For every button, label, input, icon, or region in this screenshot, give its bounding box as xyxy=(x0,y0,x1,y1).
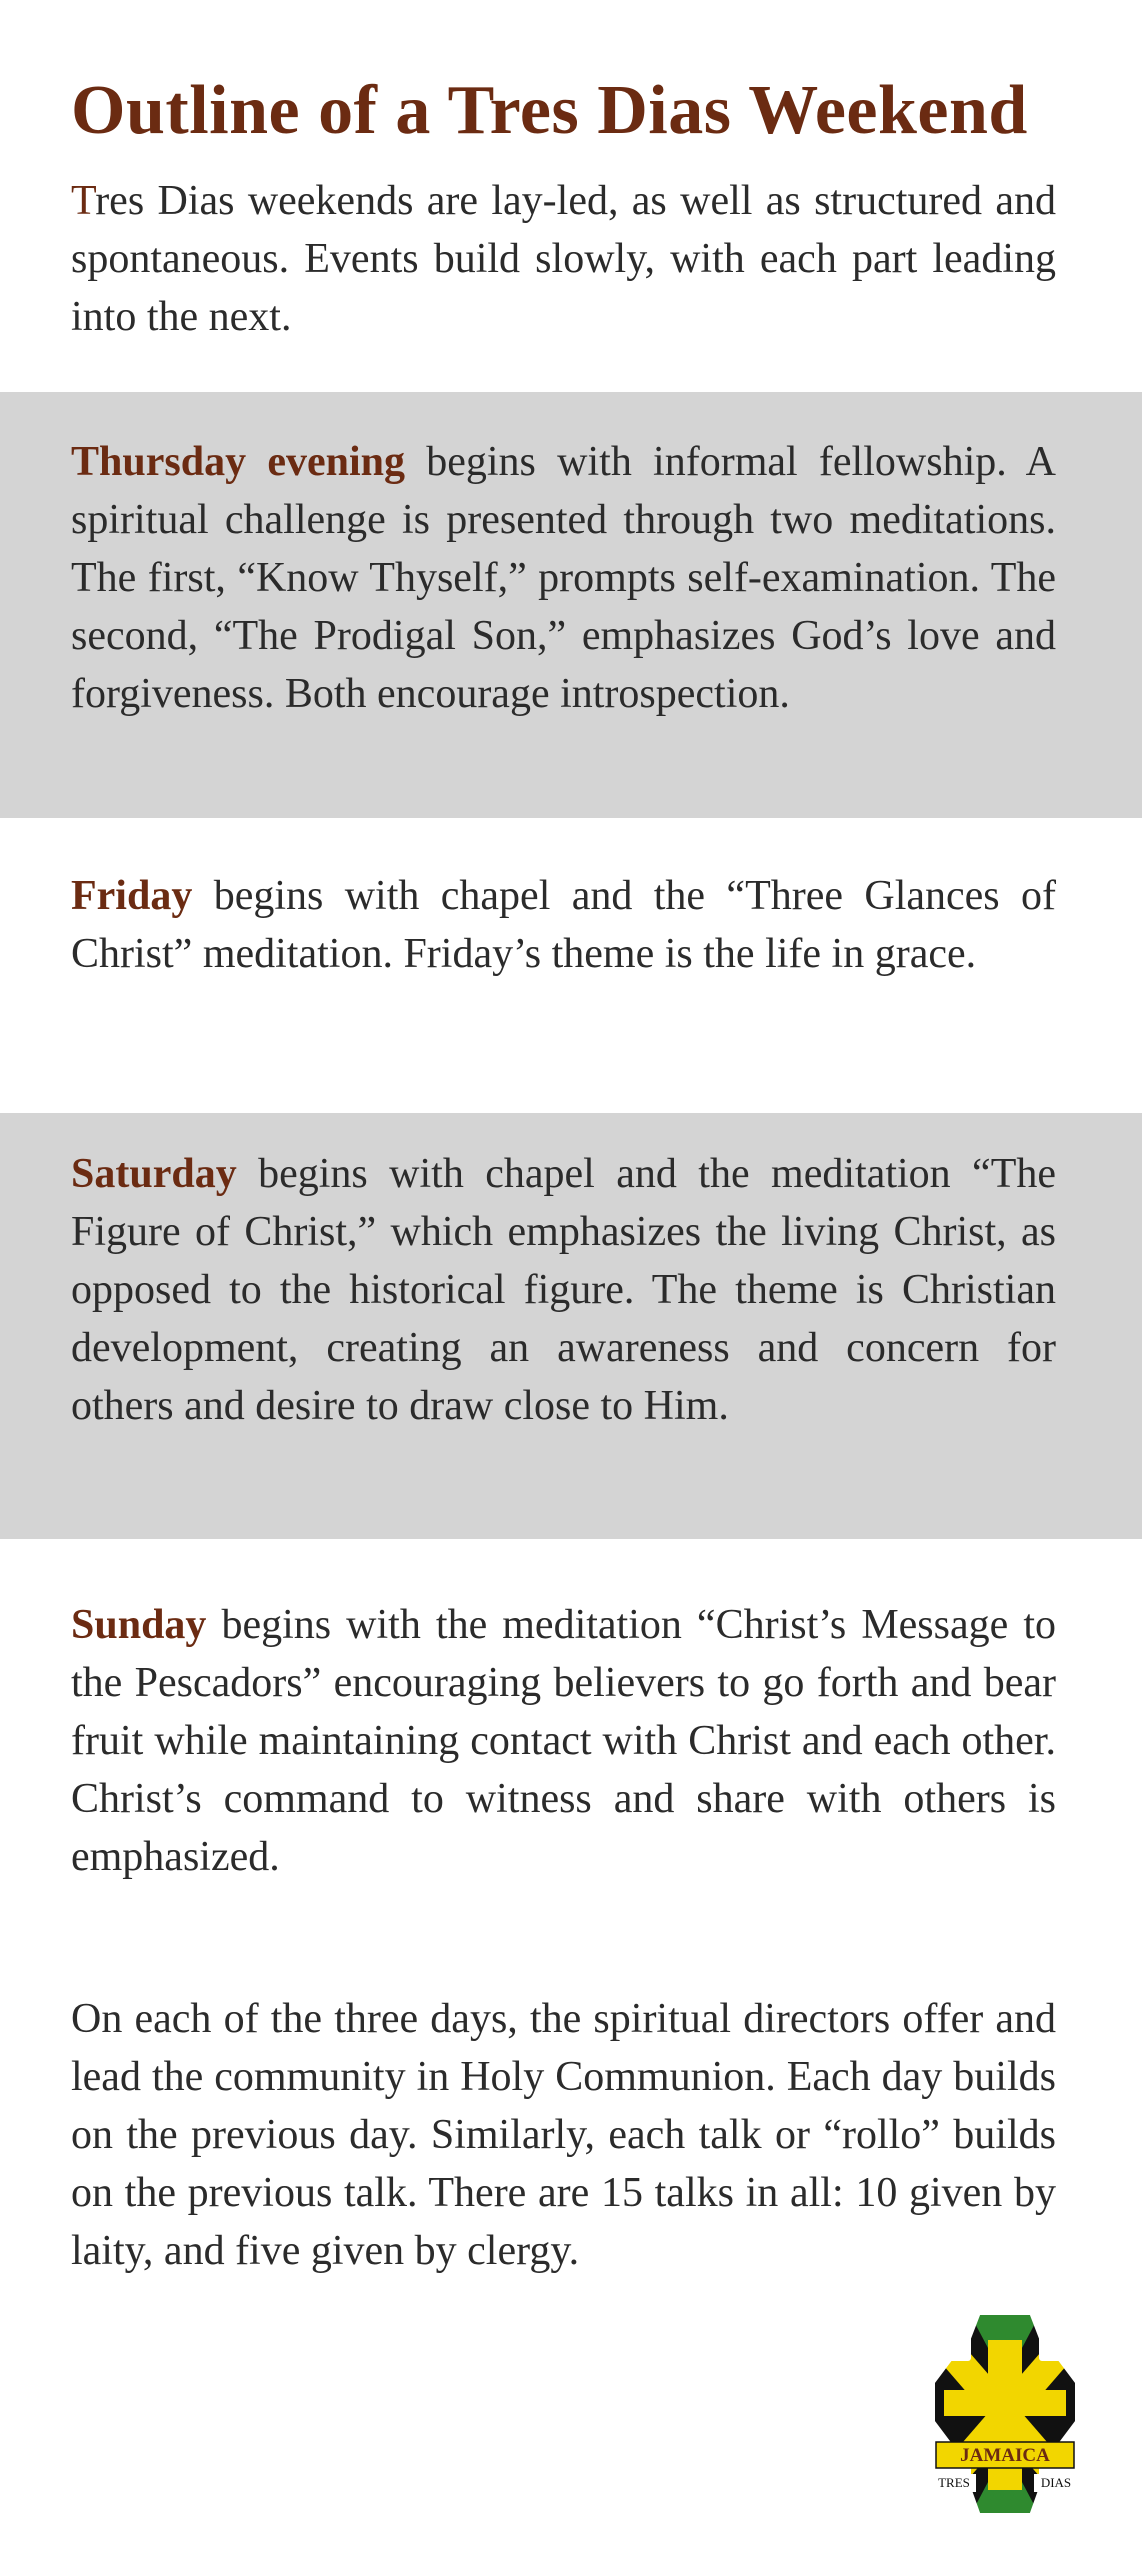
closing-paragraph: On each of the three days, the spiritual directors offer and lead the community in Holy Communion. Each day builds on the previous day. Similarly, each talk or “rollo” builds on the previous talk. There are 15 talks in all: 10 given by laity, and five given by clergy. xyxy=(71,1996,1056,2274)
page-title: Outline of a Tres Dias Weekend xyxy=(71,72,1028,149)
sunday-paragraph xyxy=(71,1596,1056,1886)
friday-heading: Friday xyxy=(71,873,193,919)
sunday-text: begins with the meditation “Christ’s Message to the Pescadors” encouraging believers to go forth and bear fruit while maintaining contact with Christ and each other. Christ’s command to witness and share with others is emphasized. xyxy=(71,1602,1056,1880)
logo-banner-text: JAMAICA xyxy=(960,2445,1050,2466)
saturday-text: begins with chapel and the meditation “The Figure of Christ,” which emphasizes the living Christ, as opposed to the historical figure. The theme is Christian development, creating an awareness and concern for others and desire to draw close to Him. xyxy=(71,1151,1056,1429)
logo-left-word: TRES xyxy=(938,2475,970,2490)
logo-right-word: DIAS xyxy=(1040,2475,1072,2490)
jamaica-tres-dias-cross-logo xyxy=(930,2310,1080,2520)
intro-dropcap: T xyxy=(71,178,96,224)
intro-text: res Dias weekends are lay-led, as well as structured and spontaneous. Events build slowly, with each part leading into the next. xyxy=(71,178,1056,340)
thursday-heading: Thursday evening xyxy=(71,439,405,485)
saturday-heading: Saturday xyxy=(71,1151,237,1197)
saturday-paragraph xyxy=(71,1145,1056,1435)
intro-paragraph xyxy=(71,172,1056,346)
thursday-paragraph xyxy=(71,433,1056,723)
sunday-heading: Sunday xyxy=(71,1602,207,1648)
friday-paragraph xyxy=(71,867,1056,983)
friday-text: begins with chapel and the “Three Glances of Christ” meditation. Friday’s theme is the life in grace. xyxy=(71,873,1056,977)
thursday-text: begins with informal fellowship. A spiritual challenge is presented through two meditations. The first, “Know Thyself,” prompts self-examination. The second, “The Prodigal Son,” emphasizes God’s love and forgiveness. Both encourage introspection. xyxy=(71,439,1056,717)
